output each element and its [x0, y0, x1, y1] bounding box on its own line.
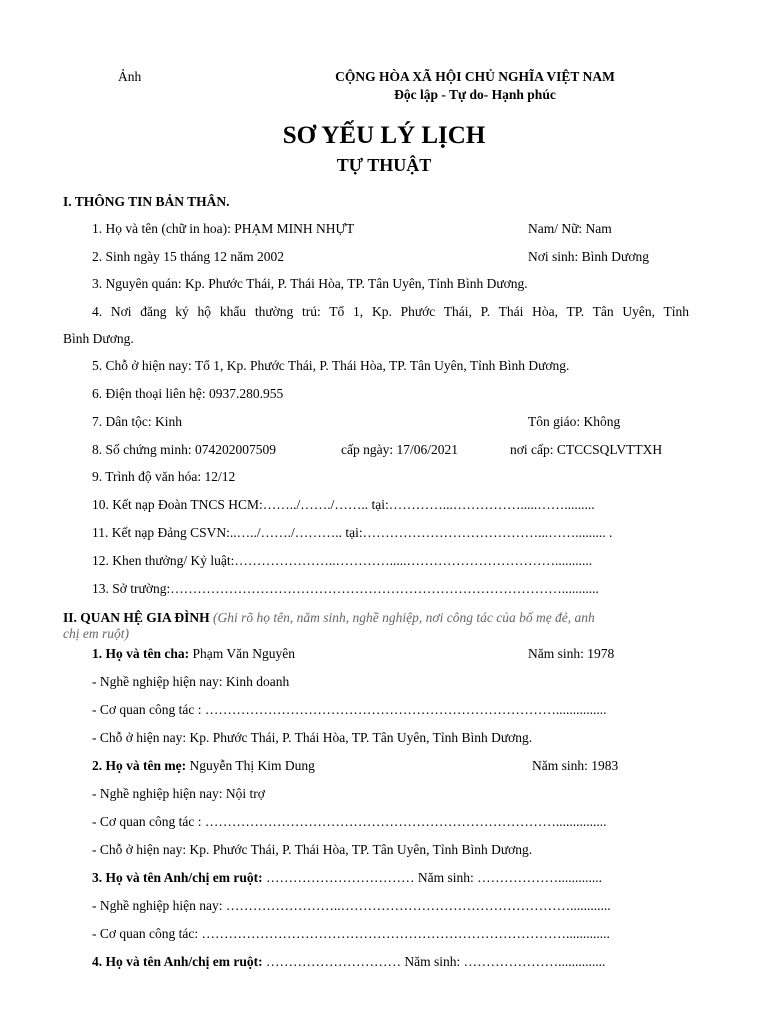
- section-1-heading: I. THÔNG TIN BẢN THÂN.: [63, 194, 230, 209]
- field-id-number: 8. Số chứng minh: 074202007509: [92, 442, 276, 457]
- sibling-3-name-row: [92, 870, 686, 886]
- sibling-4-name-row: [92, 954, 686, 970]
- sibling-3-workplace: - Cơ quan công tác: ……………………………………………………………………….............: [92, 926, 610, 941]
- field-permanent-residence: 4. Nơi đăng ký hộ khẩu thường trú: Tổ 1, Kp. Phước Thái, P. Thái Hòa, TP. Tân Uyên, Tỉnh: [92, 304, 689, 319]
- field-birth-place: Nơi sinh: Bình Dương: [528, 249, 649, 264]
- sibling-4-value: ………………………… Năm sinh: …………………..............: [262, 954, 606, 969]
- mother-name-label: 2. Họ và tên mẹ:: [92, 758, 187, 773]
- document-subtitle: TỰ THUẬT: [336, 155, 432, 175]
- field-full-name: 1. Họ và tên (chữ in hoa): PHẠM MINH NHỰT: [92, 221, 355, 236]
- field-id-issue-date: cấp ngày: 17/06/2021: [341, 442, 458, 457]
- field-awards: 12. Khen thưởng/ Kỷ luật:…………………..………….....……………………………...........: [92, 553, 593, 568]
- field-religion: Tôn giáo: Không: [528, 414, 621, 429]
- sibling-3-label: 3. Họ và tên Anh/chị em ruột:: [92, 870, 263, 885]
- field-strengths: 13. Sở trường:……………………………………………………………………………...........: [92, 581, 599, 596]
- mother-occupation: - Nghề nghiệp hiện nay: Nội trợ: [92, 786, 265, 801]
- field-permanent-residence-cont: Bình Dương.: [63, 331, 134, 346]
- document-title: SƠ YẾU LÝ LỊCH: [282, 122, 486, 149]
- field-education: 9. Trình độ văn hóa: 12/12: [92, 469, 236, 484]
- section-2-heading: [63, 609, 693, 627]
- national-title: CỘNG HÒA XÃ HỘI CHỦ NGHĨA VIỆT NAM: [335, 69, 615, 84]
- field-youth-union: 10. Kết nạp Đoàn TNCS HCM:……../……./…….. tại:…………...…………….....…….........: [92, 497, 595, 512]
- section-2-title: II. QUAN HỆ GIA ĐÌNH: [63, 610, 210, 625]
- mother-address: - Chỗ ở hiện nay: Kp. Phước Thái, P. Thái Hòa, TP. Tân Uyên, Tỉnh Bình Dương.: [92, 842, 533, 857]
- father-birth-year: Năm sinh: 1978: [528, 646, 615, 661]
- father-workplace: - Cơ quan công tác : ……………………………………………………………………...............: [92, 702, 607, 717]
- field-ethnicity: 7. Dân tộc: Kinh: [92, 414, 182, 429]
- field-current-address: 5. Chỗ ở hiện nay: Tổ 1, Kp. Phước Thái, P. Thái Hòa, TP. Tân Uyên, Tỉnh Bình Dương.: [92, 358, 570, 373]
- national-motto: Độc lập - Tự do- Hạnh phúc: [394, 87, 556, 102]
- section-2-note: (Ghi rõ họ tên, năm sinh, nghề nghiệp, nơi công tác của bố mẹ đẻ, anh: [213, 610, 595, 625]
- sibling-3-occupation: - Nghề nghiệp hiện nay: ……………………..……………………………………………............: [92, 898, 611, 913]
- sibling-4-label: 4. Họ và tên Anh/chị em ruột:: [92, 954, 263, 969]
- father-address: - Chỗ ở hiện nay: Kp. Phước Thái, P. Thái Hòa, TP. Tân Uyên, Tỉnh Bình Dương.: [92, 730, 533, 745]
- photo-placeholder-label: Ảnh: [118, 69, 142, 84]
- mother-name-value: Nguyễn Thị Kim Dung: [186, 758, 315, 773]
- field-birth-date: 2. Sinh ngày 15 tháng 12 năm 2002: [92, 249, 284, 264]
- field-gender: Nam/ Nữ: Nam: [528, 221, 612, 236]
- sibling-3-value: …………………………… Năm sinh: ……………….............: [262, 870, 602, 885]
- field-id-issue-place: nơi cấp: CTCCSQLVTTXH: [510, 442, 663, 457]
- mother-workplace: - Cơ quan công tác : ……………………………………………………………………...............: [92, 814, 607, 829]
- father-name-label: 1. Họ và tên cha:: [92, 646, 190, 661]
- father-name-value: Phạm Văn Nguyên: [189, 646, 295, 661]
- field-party: 11. Kết nạp Đảng CSVN:..…../……./……….. tại:…………………………………...……......... .: [92, 525, 613, 540]
- father-occupation: - Nghề nghiệp hiện nay: Kinh doanh: [92, 674, 290, 689]
- mother-birth-year: Năm sinh: 1983: [532, 758, 619, 773]
- section-2-note-cont: chị em ruột): [63, 626, 129, 641]
- field-phone: 6. Điện thoại liên hệ: 0937.280.955: [92, 386, 284, 401]
- father-name-row: [92, 646, 295, 662]
- field-origin: 3. Nguyên quán: Kp. Phước Thái, P. Thái Hòa, TP. Tân Uyên, Tỉnh Bình Dương.: [92, 276, 528, 291]
- mother-name-row: [92, 758, 315, 774]
